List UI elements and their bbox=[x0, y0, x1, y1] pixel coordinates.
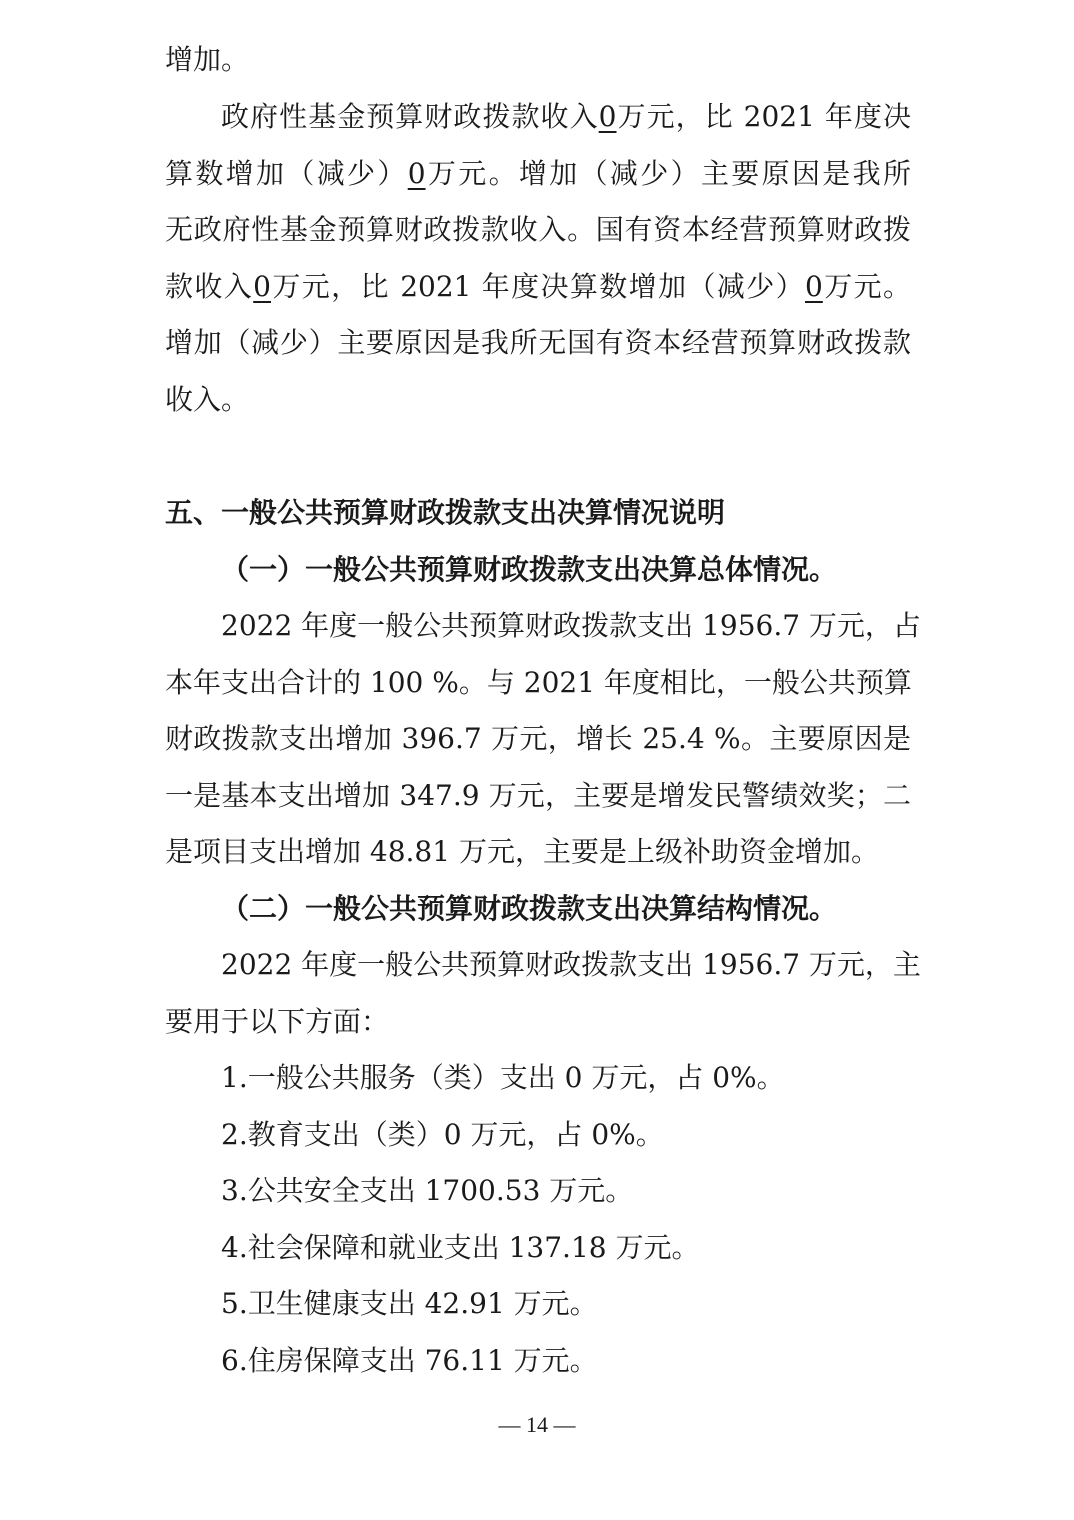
paragraph-line: 本年支出合计的 100 %。与 2021 年度相比，一般公共预算 bbox=[165, 666, 912, 699]
paragraph-line bbox=[221, 100, 911, 134]
subsection-heading: （二）一般公共预算财政拨款支出决算结构情况。 bbox=[221, 892, 838, 925]
paragraph-line: 增加。 bbox=[165, 43, 250, 76]
text-run: 万元，比 2021 年度决算数增加（减少） bbox=[271, 270, 805, 303]
section-heading: 五、一般公共预算财政拨款支出决算情况说明 bbox=[165, 496, 726, 529]
text-run: 政府性基金预算财政拨款收入 bbox=[221, 100, 599, 133]
paragraph-line: 是项目支出增加 48.81 万元，主要是上级补助资金增加。 bbox=[165, 835, 879, 868]
paragraph-line: 要用于以下方面： bbox=[165, 1005, 390, 1038]
paragraph-line: 2022 年度一般公共预算财政拨款支出 1956.7 万元，占 bbox=[221, 609, 921, 642]
list-item: 6.住房保障支出 76.11 万元。 bbox=[221, 1344, 598, 1377]
text-run: 万元，比 2021 年度决 bbox=[616, 100, 911, 133]
page-number: — 14 — bbox=[498, 1412, 576, 1437]
paragraph-line bbox=[165, 270, 911, 304]
list-item: 2.教育支出（类）0 万元，占 0%。 bbox=[221, 1118, 664, 1151]
underlined-value: 0 bbox=[598, 100, 617, 133]
paragraph-line: 无政府性基金预算财政拨款收入。国有资本经营预算财政拨 bbox=[165, 213, 911, 246]
underlined-value: 0 bbox=[253, 270, 271, 303]
text-run: 算数增加（减少） bbox=[165, 157, 408, 190]
paragraph-line: 财政拨款支出增加 396.7 万元，增长 25.4 %。主要原因是 bbox=[165, 722, 911, 755]
paragraph-line: 增加（减少）主要原因是我所无国有资本经营预算财政拨款 bbox=[165, 326, 911, 359]
list-item: 5.卫生健康支出 42.91 万元。 bbox=[221, 1287, 598, 1320]
paragraph-line: 2022 年度一般公共预算财政拨款支出 1956.7 万元，主 bbox=[221, 948, 921, 981]
list-item: 1.一般公共服务（类）支出 0 万元，占 0%。 bbox=[221, 1061, 785, 1094]
underlined-value: 0 bbox=[805, 270, 823, 303]
text-run: 万元。 bbox=[822, 270, 911, 303]
paragraph-line: 收入。 bbox=[165, 383, 250, 416]
list-item: 4.社会保障和就业支出 137.18 万元。 bbox=[221, 1231, 700, 1264]
list-item: 3.公共安全支出 1700.53 万元。 bbox=[221, 1174, 634, 1207]
text-run: 万元。增加（减少）主要原因是我所 bbox=[425, 157, 911, 190]
subsection-heading: （一）一般公共预算财政拨款支出决算总体情况。 bbox=[221, 553, 838, 586]
text-run: 款收入 bbox=[165, 270, 254, 303]
paragraph-line: 一是基本支出增加 347.9 万元，主要是增发民警绩效奖；二 bbox=[165, 779, 911, 812]
paragraph-line bbox=[165, 157, 911, 191]
underlined-value: 0 bbox=[407, 157, 426, 190]
